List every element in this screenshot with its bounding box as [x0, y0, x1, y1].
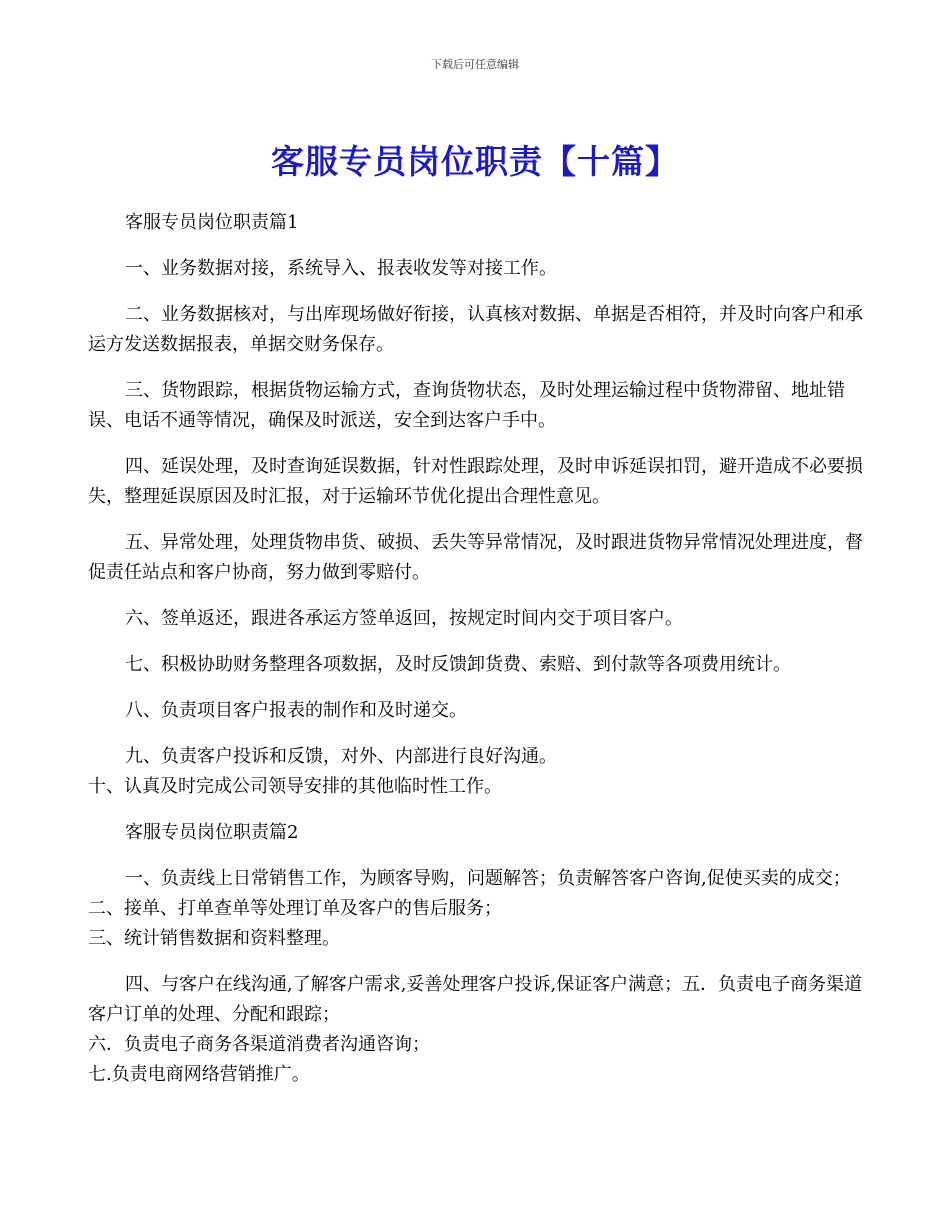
paragraph-12: 一、负责线上日常销售工作，为顾客导购，问题解答；负责解答客户咨询,促使买卖的成交；二、接单、打单查单等处理订单及客户的售后服务； — [88, 868, 851, 919]
paragraph-9: 九、负责客户投诉和反馈，对外、内部进行良好沟通。 — [125, 746, 557, 767]
paragraph-11: 客服专员岗位职责篇2 — [125, 822, 299, 843]
document-body — [88, 208, 863, 1090]
paragraph-1: 一、业务数据对接，系统导入、报表收发等对接工作。 — [125, 258, 557, 279]
paragraph-0: 客服专员岗位职责篇1 — [125, 212, 299, 233]
paragraph-5: 五、异常处理，处理货物串货、破损、丢失等异常情况，及时跟进货物异常情况处理进度，督促责任站点和客户协商，努力做到零赔付。 — [88, 532, 863, 583]
document-title: 客服专员岗位职责【十篇】 — [271, 142, 679, 181]
paragraph-13: 三、统计销售数据和资料整理。 — [88, 928, 340, 949]
paragraph-2: 二、业务数据核对，与出库现场做好衔接，认真核对数据、单据是否相符，并及时向客户和承运方发送数据报表，单据交财务保存。 — [88, 304, 863, 355]
paragraph-4: 四、延误处理，及时查询延误数据，针对性跟踪处理，及时申诉延误扣罚，避开造成不必要损失，整理延误原因及时汇报，对于运输环节优化提出合理性意见。 — [88, 456, 863, 507]
paragraph-6: 六、签单返还，跟进各承运方签单返回，按规定时间内交于项目客户。 — [125, 608, 683, 629]
paragraph-14: 四、与客户在线沟通,了解客户需求,妥善处理客户投诉,保证客户满意；五．负责电子商务渠道客户订单的处理、分配和跟踪； — [88, 974, 863, 1025]
paragraph-16: 七.负责电商网络营销推广。 — [88, 1064, 310, 1085]
paragraph-10: 十、认真及时完成公司领导安排的其他临时性工作。 — [88, 776, 502, 797]
header-note: 下载后可任意编辑 — [431, 58, 519, 71]
paragraph-8: 八、负责项目客户报表的制作和及时递交。 — [125, 700, 467, 721]
paragraph-3: 三、货物跟踪，根据货物运输方式，查询货物状态，及时处理运输过程中货物滞留、地址错误、电话不通等情况，确保及时派送，安全到达客户手中。 — [88, 380, 845, 431]
paragraph-7: 七、积极协助财务整理各项数据，及时反馈卸货费、索赔、到付款等各项费用统计。 — [125, 654, 791, 675]
paragraph-15: 六．负责电子商务各渠道消费者沟通咨询； — [88, 1034, 430, 1055]
